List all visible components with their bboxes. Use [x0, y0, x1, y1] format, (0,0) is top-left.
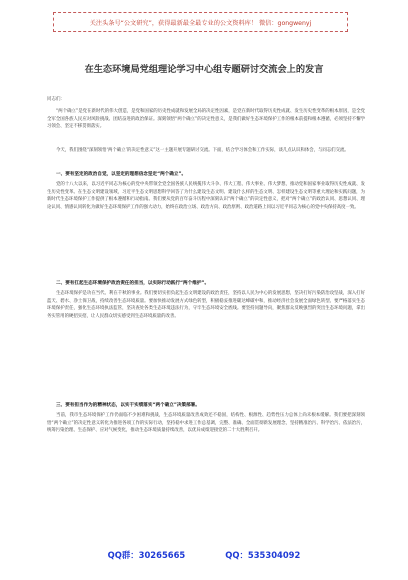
paragraph-intro-1: “两个确立”是党在新时代的伟大创造，是党和国家的历史性成就和发展全局的决定性因素，是党在新时代取得历史性成就、发生历史性变革的根本原因，是全党全军全国各族人民应对风险挑战、团结奋进的政治保证。深刻领悟“两个确立”的决定性意义，是我们做好生态环境保护工作的根本前提和根本遵循，必须坚持不懈学习领会、坚定不移贯彻落实。 — [47, 109, 365, 130]
footer-qq: QQ：535304092 — [225, 550, 301, 560]
promo-banner — [53, 12, 348, 32]
section-heading-3: 三、要有担当作为的精神状态，以实干实绩落实“两个确立”决策部署。 — [56, 403, 200, 408]
paragraph-intro-2: 今天，我们围绕“深刻领悟‘两个确立’的决定性意义”这一主题开展专题研讨交流。下面，结合学习体会和工作实际，谈几点认识和体会，与同志们交流。 — [56, 148, 349, 153]
paragraph-section-3: 当前，我市生态环境保护工作仍面临不少困难和挑战，生态环境质量改善成效还不稳固，结构性、根源性、趋势性压力总体上尚未根本缓解。我们要把深刻领悟“两个确立”的决定性意义转化为推进各项工作的实际行动，坚持稳中求进工作总基调，完整、准确、全面贯彻新发展理念，坚持精准治污、科学治污、依法治污，统筹污染治理、生态保护、应对气候变化，推动生态环境质量持续改善，以优异成绩迎接党的二十大胜利召开。 — [47, 413, 365, 434]
salutation: 同志们： — [47, 97, 65, 102]
section-heading-2: 二、要有扛起生态环境保护政治责任的担当，以实际行动践行“两个维护”。 — [56, 281, 210, 286]
promo-banner-text: 关注头条号“公文研究”，获得最新最全最专业的公文资料库！ 微信：gongwenyj — [89, 19, 312, 27]
paragraph-section-2: 生态环境保护是功在当代、利在千秋的事业。我们要切实担负起生态文明建设的政治责任，坚持以人民为中心的发展思想，坚决打好污染防治攻坚战，深入打好蓝天、碧水、净土保卫战，持续改善生态环境质量。要加快推动发展方式绿色转型，积极稳妥推进碳达峰碳中和，推动经济社会发展全面绿色转型。要严格落实生态环境保护责任，强化生态环境执法监管，坚决查处各类生态环境违法行为，守牢生态环境安全底线。要坚持问题导向，聚焦群众反映强烈的突出生态环境问题，拿出务实管用的硬招实招，让人民群众切实感受到生态环境质量的改善。 — [47, 291, 365, 320]
paragraph-section-1: 党的十八大以来，以习近平同志为核心的党中央带领全党全国各族人民统揽伟大斗争、伟大工程、伟大事业、伟大梦想，推动党和国家事业取得历史性成就、发生历史性变革。在生态文明建设领域，习近平生态文明思想科学回答了为什么建设生态文明、建设什么样的生态文明、怎样建设生态文明等重大理论和实践问题，为新时代生态环境保护工作提供了根本遵循和行动指南。我们要从党的百年奋斗历程中深刻认识“两个确立”的决定性意义，把对“两个确立”的政治认同、思想认同、理论认同、情感认同转化为做好生态环境保护工作的强大动力，始终在政治立场、政治方向、政治原则、政治道路上同以习近平同志为核心的党中央保持高度一致。 — [47, 182, 365, 211]
footer-qq-group: QQ群：30265665 — [107, 550, 186, 560]
footer-contact — [0, 549, 408, 561]
section-heading-1: 一、要有坚定的政治自觉，以坚定的理想信念坚定“两个确立”。 — [56, 172, 187, 177]
document-title: 在生态环境局党组理论学习中心组专题研讨交流会上的发言 — [84, 64, 324, 75]
